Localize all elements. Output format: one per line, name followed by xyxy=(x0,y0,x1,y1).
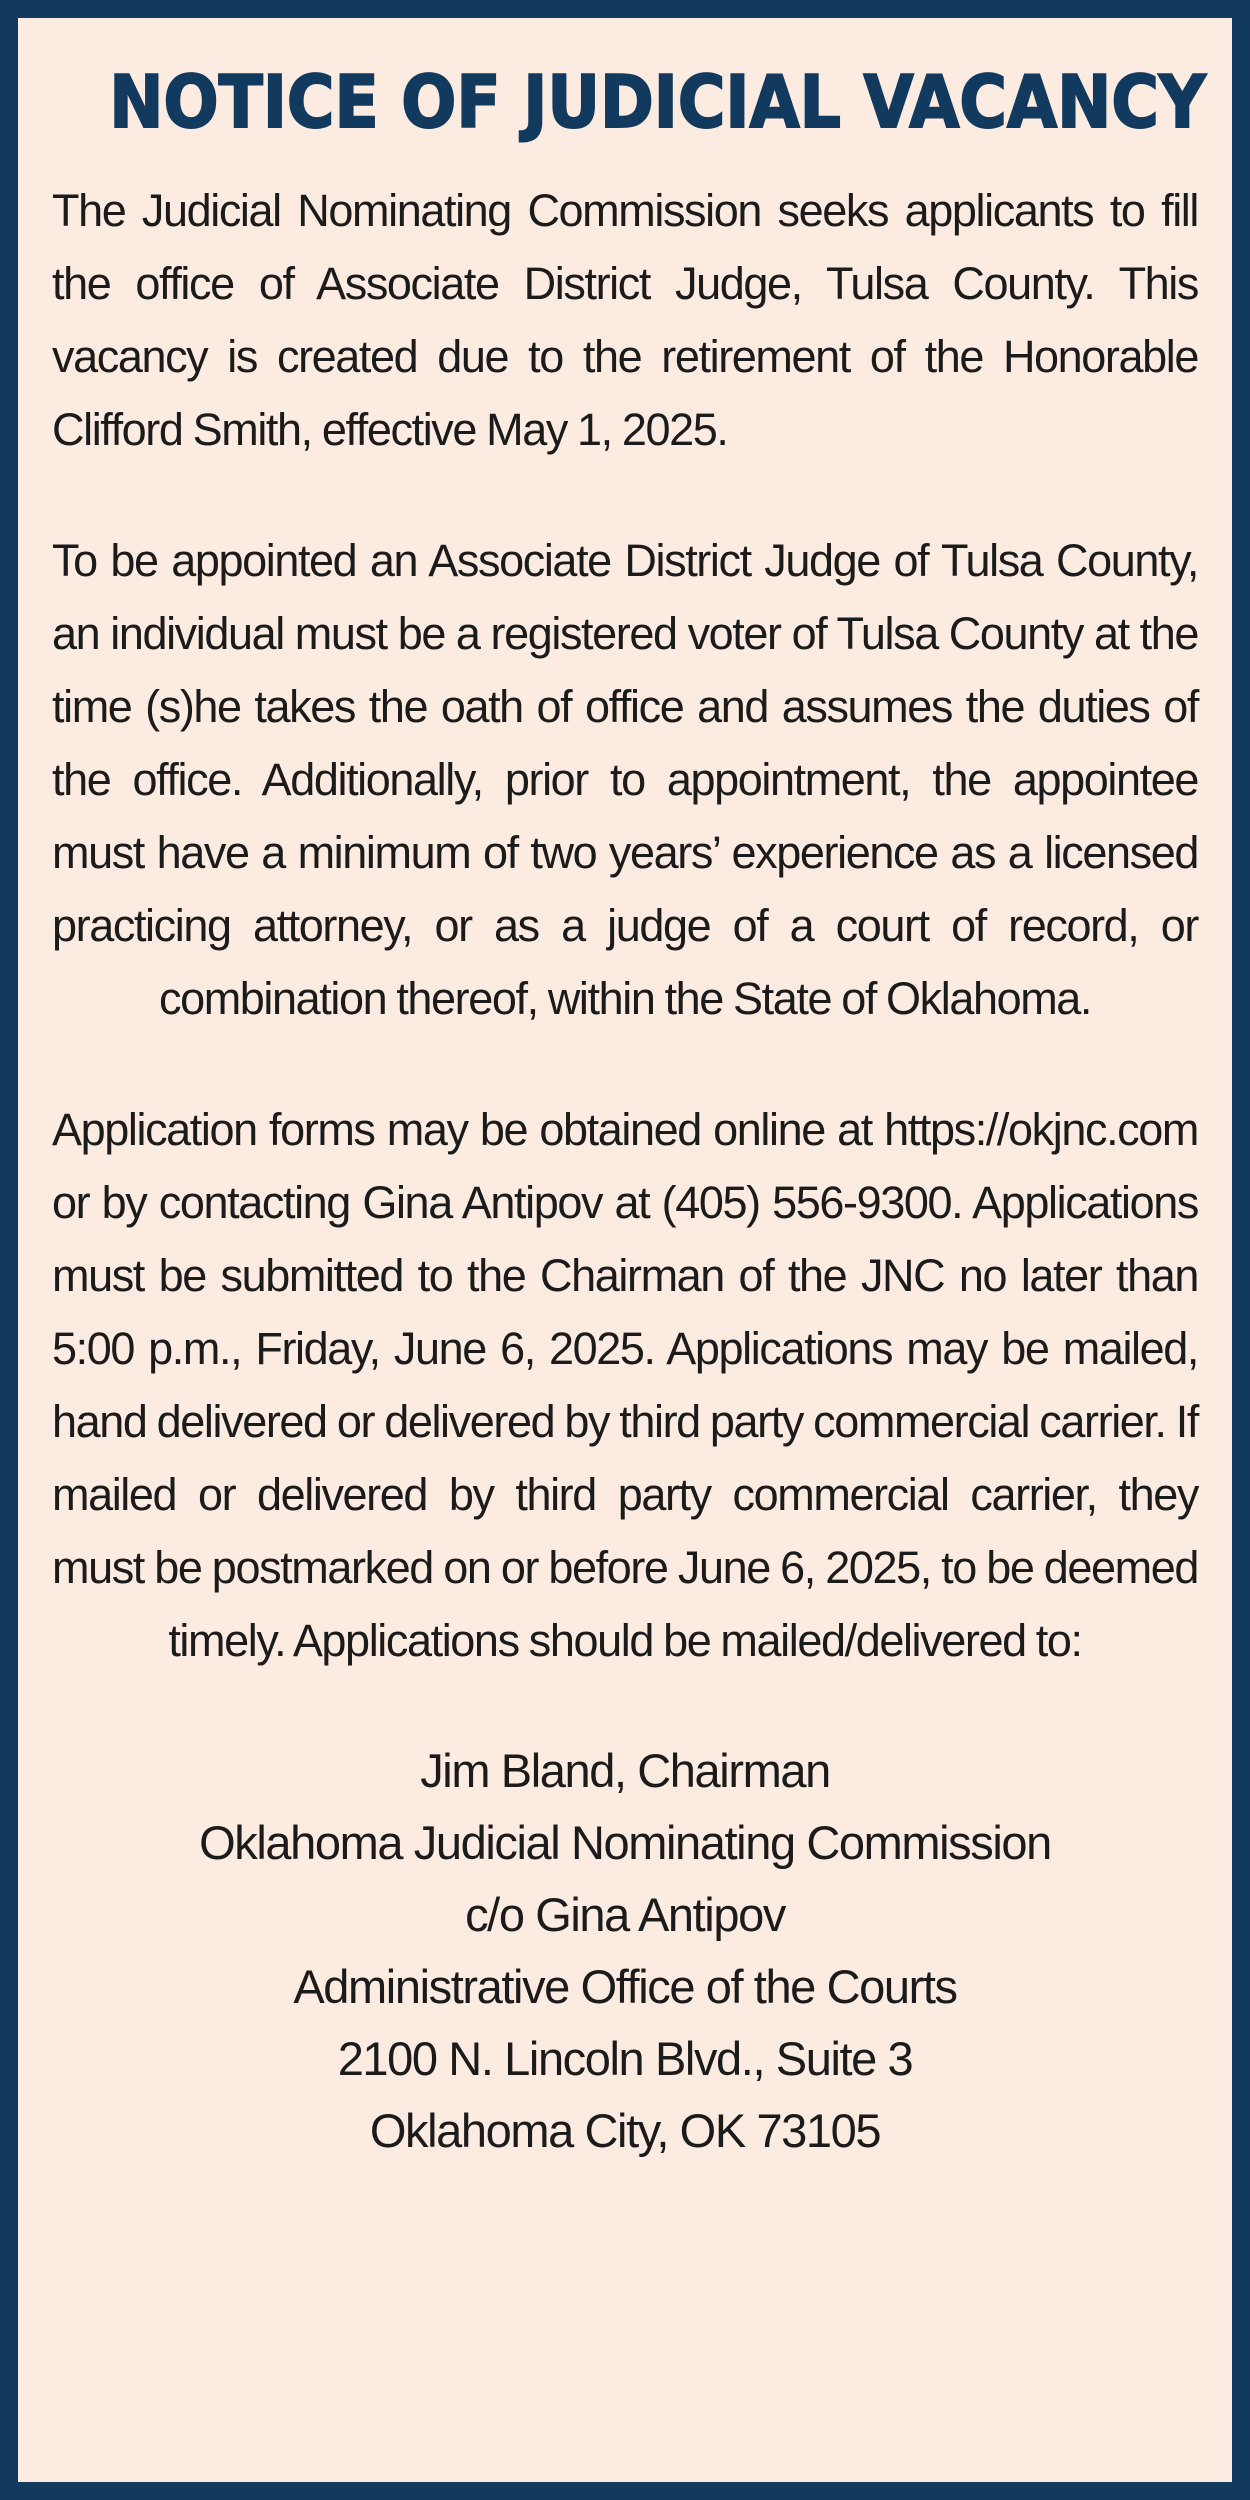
eligibility-paragraph: To be appointed an Associate District Judge of Tulsa County, an individual must be a registered voter of Tulsa County at the time (s)he takes the oath of office and assumes the duties of the office. Additionally, prior to appointment, the appointee must have a minimum of two years’ experience as a licensed practicing attorney, or as a judge of a court of record, or combination thereof, within the State of Oklahoma. xyxy=(52,535,1198,1024)
address-care-of: c/o Gina Antipov xyxy=(465,1888,785,1941)
address-office: Administrative Office of the Courts xyxy=(293,1960,957,2013)
application-paragraph: Application forms may be obtained online at https://okjnc.com or by contacting Gina Antipov at (405) 556-9300. Applications must be submitted to the Chairman of the JNC no later than 5:00 p.m., Friday, June 6, 2025. Applications may be mailed, hand delivered or delivered by third party commercial carrier. If mailed or delivered by third party commercial carrier, they must be postmarked on or before June 6, 2025, to be deemed timely. Applications should be mailed/delivered to: xyxy=(52,1104,1198,1666)
address-organization: Oklahoma Judicial Nominating Commission xyxy=(199,1816,1051,1869)
address-name: Jim Bland, Chairman xyxy=(420,1744,830,1797)
vacancy-paragraph: The Judicial Nominating Commission seeks applicants to fill the office of Associate District Judge, Tulsa County. This vacancy is created due to the retirement of the Honorable Clifford Smith, effective May 1, 2025. xyxy=(52,185,1198,455)
notice-body xyxy=(52,174,1198,2167)
address-city: Oklahoma City, OK 73105 xyxy=(369,2104,881,2157)
notice-panel xyxy=(18,18,1232,2482)
notice-title: NOTICE OF JUDICIAL VACANCY xyxy=(109,60,1206,144)
mailing-address xyxy=(52,1735,1198,2167)
address-street: 2100 N. Lincoln Blvd., Suite 3 xyxy=(337,2032,913,2085)
